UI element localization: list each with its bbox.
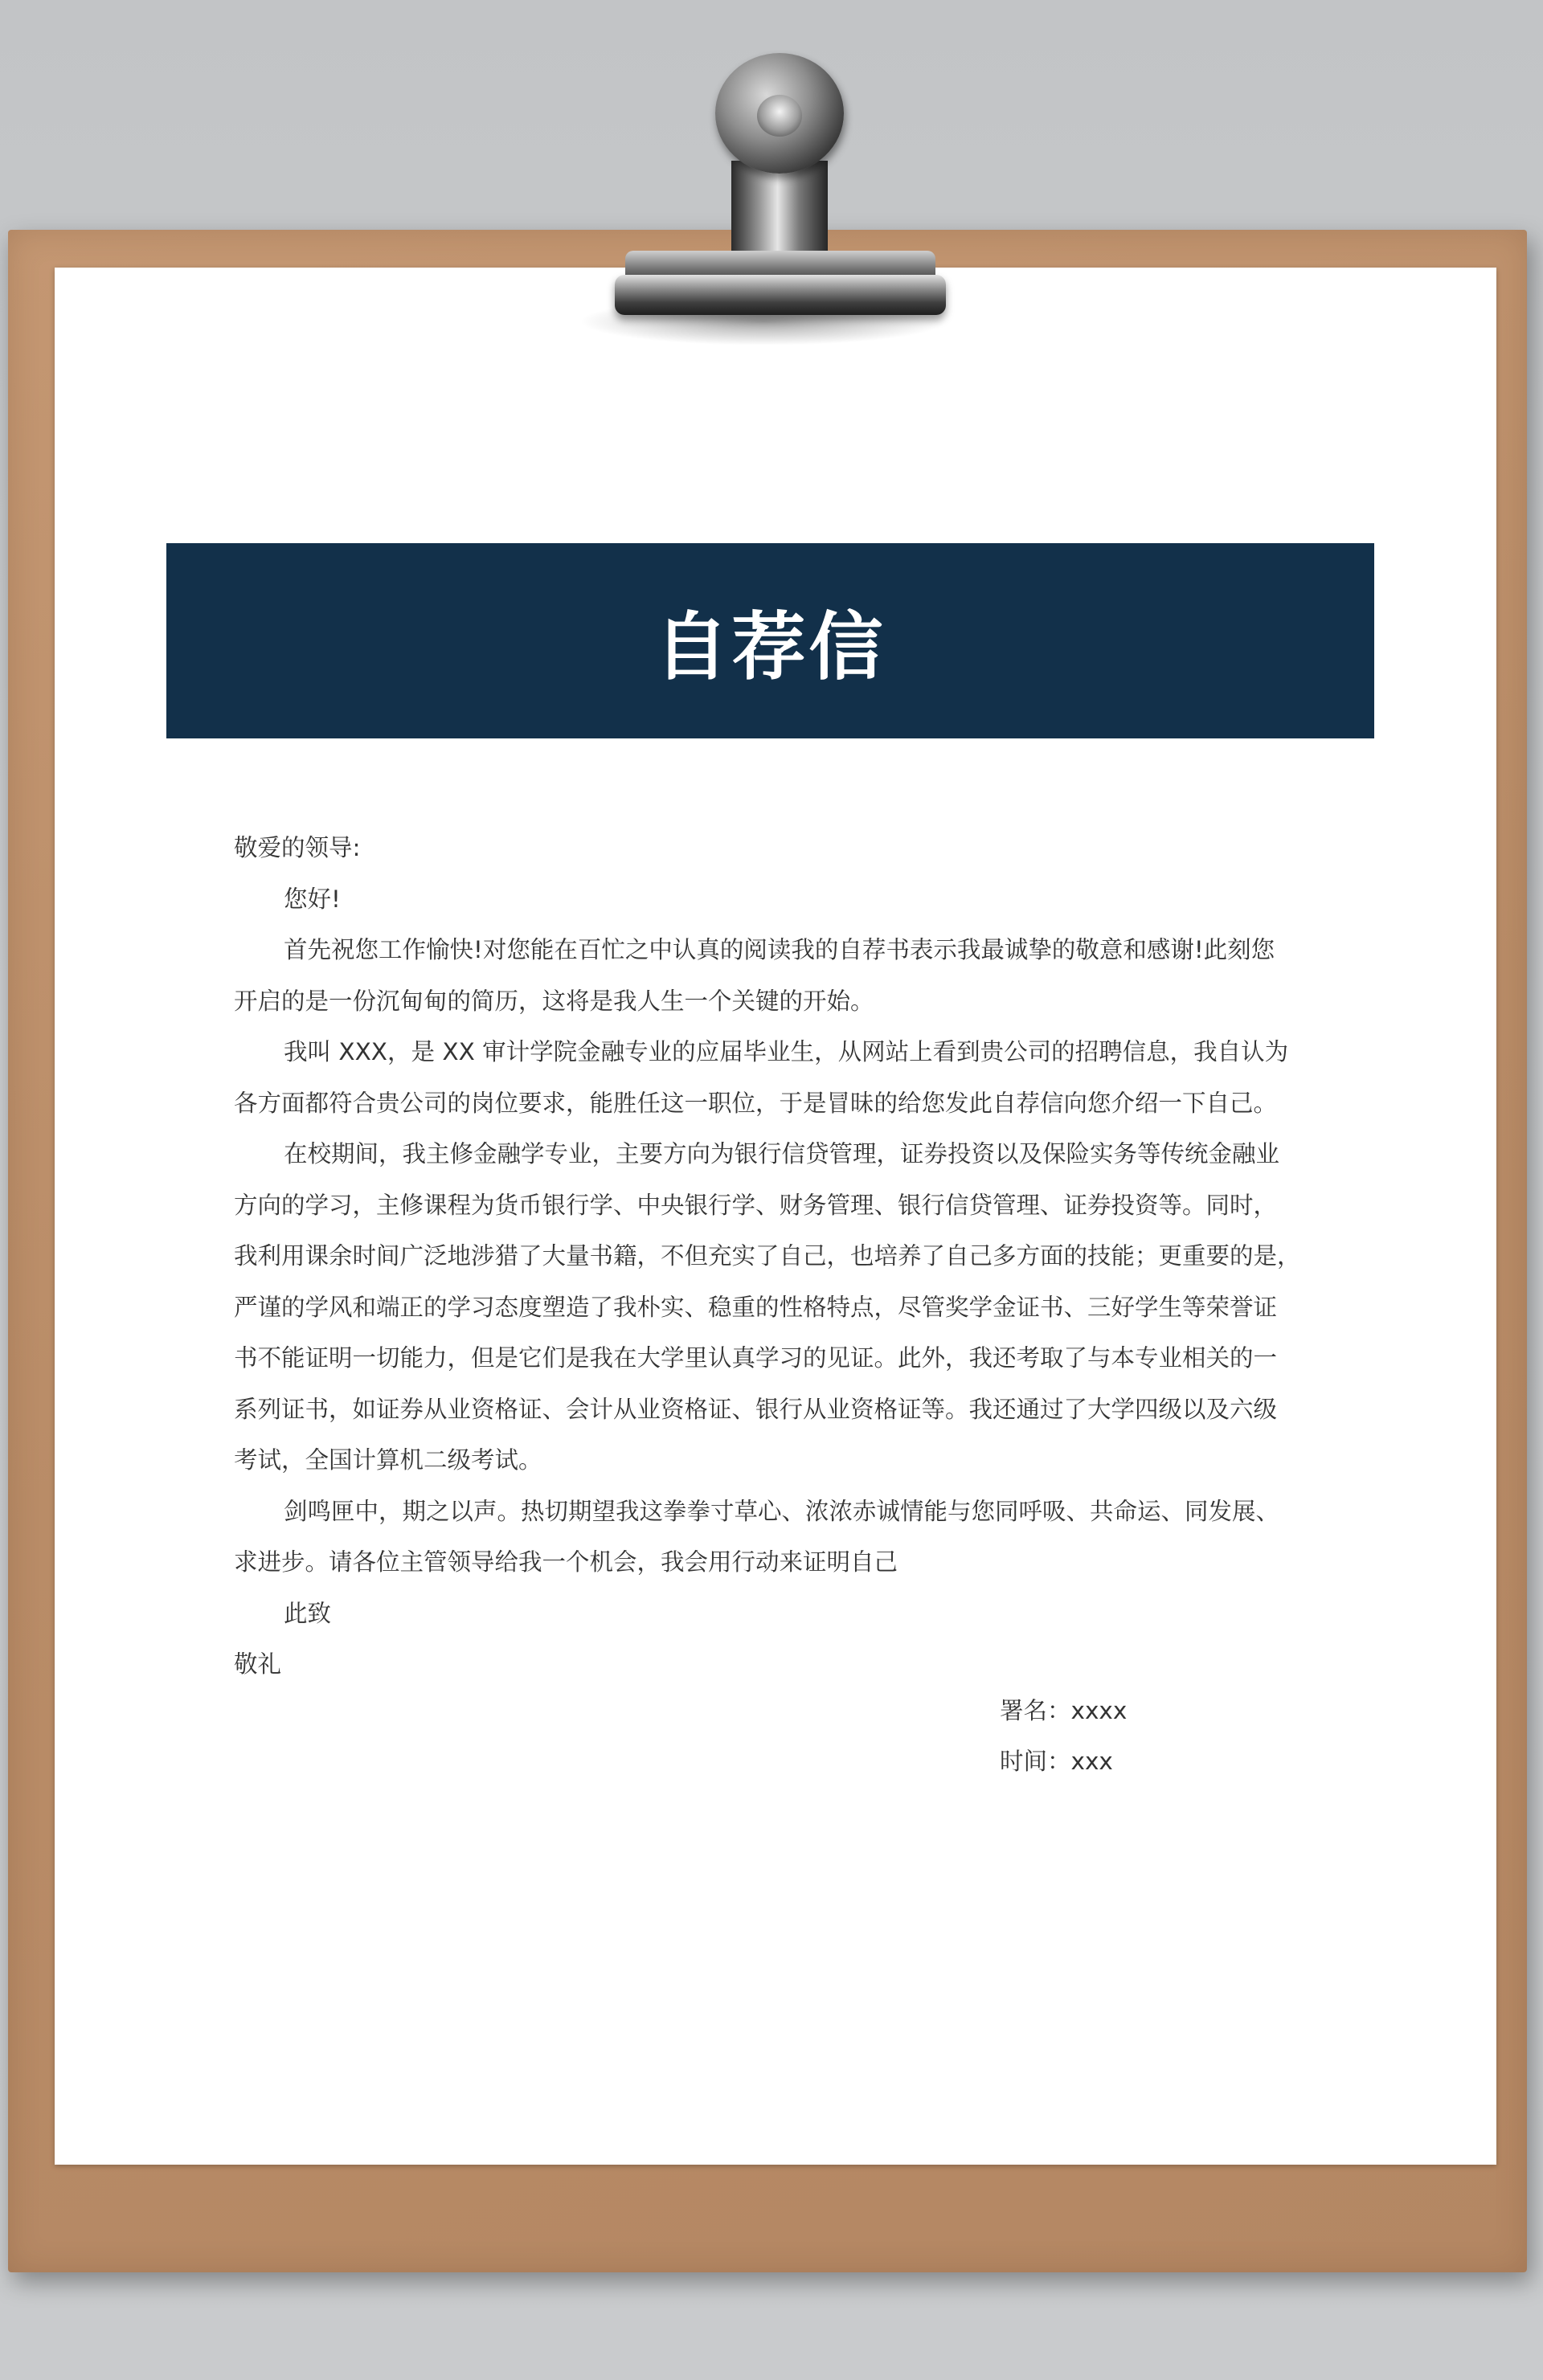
title-band bbox=[166, 543, 1374, 738]
signature: 署名：xxxx bbox=[1000, 1697, 1128, 1724]
binder-clip-icon bbox=[579, 48, 948, 354]
body-line: 严谨的学风和端正的学习态度塑造了我朴实、稳重的性格特点，尽管奖学金证书、三好学生等荣誉证 bbox=[234, 1293, 1278, 1321]
body-line: 书不能证明一切能力，但是它们是我在大学里认真学习的见证。此外，我还考取了与本专业相关的一 bbox=[234, 1344, 1278, 1372]
closing-line-1: 此致 bbox=[284, 1599, 332, 1627]
body-line: 系列证书，如证券从业资格证、会计从业资格证、银行从业资格证等。我还通过了大学四级以及六级 bbox=[234, 1395, 1278, 1423]
body-line: 我利用课余时间广泛地涉猎了大量书籍，不但充实了自己，也培养了自己多方面的技能；更重要的是， bbox=[234, 1242, 1301, 1270]
body-line: 首先祝您工作愉快!对您能在百忙之中认真的阅读我的自荐书表示我最诚挚的敬意和感谢!此刻您 bbox=[284, 936, 1275, 963]
body-line: 我叫 XXX，是 XX 审计学院金融专业的应届毕业生，从网站上看到贵公司的招聘信息，我自认为 bbox=[284, 1038, 1289, 1065]
body-line: 开启的是一份沉甸甸的简历，这将是我人生一个关键的开始。 bbox=[234, 987, 874, 1015]
body-line: 各方面都符合贵公司的岗位要求，能胜任这一职位，于是冒昧的给您发此自荐信向您介绍一下自己。 bbox=[234, 1089, 1278, 1117]
body-line: 方向的学习，主修课程为货币银行学、中央银行学、财务管理、银行信贷管理、证券投资等。同时， bbox=[234, 1191, 1278, 1219]
page-title: 自荐信 bbox=[654, 603, 886, 690]
letter-body bbox=[234, 823, 1301, 1691]
body-line: 求进步。请各位主管领导给我一个机会，我会用行动来证明自己 bbox=[234, 1548, 898, 1576]
date: 时间：xxx bbox=[1000, 1748, 1113, 1775]
body-line: 在校期间，我主修金融学专业，主要方向为银行信贷管理，证券投资以及保险实务等传统金融业 bbox=[284, 1140, 1280, 1168]
body-line: 剑鸣匣中，期之以声。热切期望我这拳拳寸草心、浓浓赤诚情能与您同呼吸、共命运、同发展、 bbox=[284, 1497, 1280, 1525]
body-line: 考试，全国计算机二级考试。 bbox=[234, 1446, 542, 1474]
greeting: 您好! bbox=[284, 885, 341, 913]
closing-line-2: 敬礼 bbox=[234, 1650, 282, 1678]
salutation: 敬爱的领导: bbox=[234, 834, 361, 861]
